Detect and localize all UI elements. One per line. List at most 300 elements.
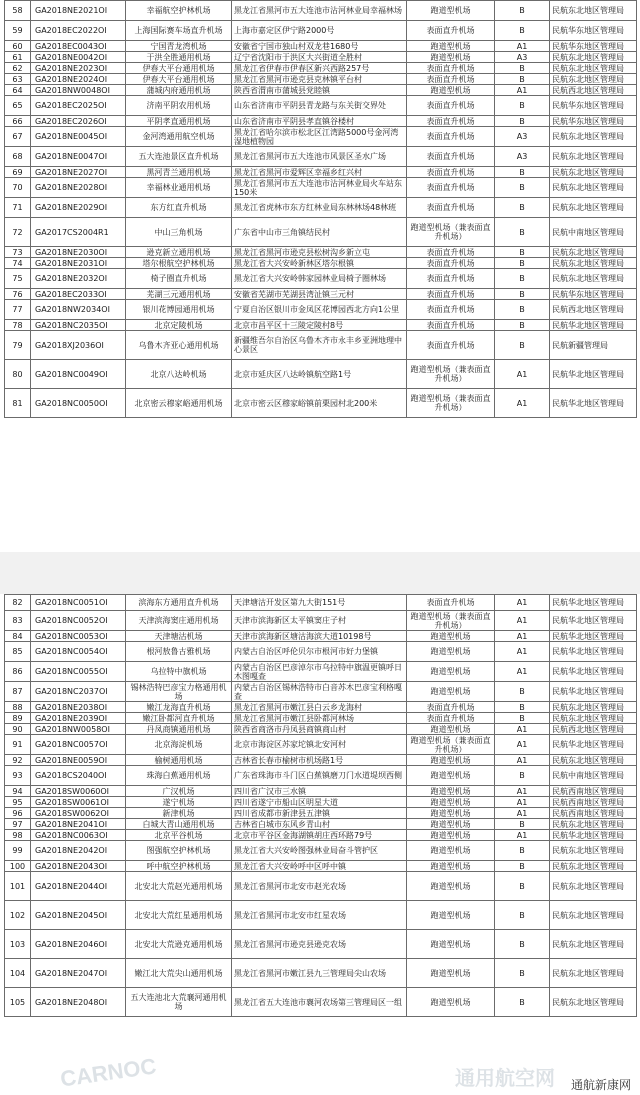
airport-address-cell: 广东省珠海市斗门区白蕉镇磨刀门水道堤坝西侧 xyxy=(232,766,407,786)
airport-address-cell: 黑龙江省伊春市伊春区新兴西路257号 xyxy=(232,63,407,74)
table-row xyxy=(5,755,637,766)
airport-class-cell: B xyxy=(495,702,550,713)
row-number-cell: 89 xyxy=(5,713,31,724)
airport-type-cell: 跑道型机场（兼表面直升机场） xyxy=(407,611,495,631)
table-row xyxy=(5,662,637,682)
airport-code-cell: GA2018NE2047OI xyxy=(31,959,126,988)
airport-class-cell: A1 xyxy=(495,85,550,96)
airport-type-cell: 跑道型机场（兼表面直升机场） xyxy=(407,218,495,247)
airport-address-cell: 上海市嘉定区伊宁路2000号 xyxy=(232,21,407,41)
airport-address-cell: 吉林省白城市东风乡青山村 xyxy=(232,819,407,830)
airport-name-cell: 北安北大荒逊克通用机场 xyxy=(126,930,232,959)
row-number-cell: 104 xyxy=(5,959,31,988)
admin-authority-cell: 民航华东地区管理局 xyxy=(550,289,637,300)
airport-type-cell: 跑道型机场（兼表面直升机场） xyxy=(407,389,495,418)
airport-address-cell: 四川省遂宁市船山区明星大道 xyxy=(232,797,407,808)
airport-name-cell: 根河敖鲁古雅机场 xyxy=(126,642,232,662)
airport-class-cell: B xyxy=(495,1,550,21)
admin-authority-cell: 民航东北地区管理局 xyxy=(550,959,637,988)
airport-code-cell: GA2018NE2021OI xyxy=(31,1,126,21)
admin-authority-cell: 民航华北地区管理局 xyxy=(550,389,637,418)
airport-name-cell: 逊克新立通用机场 xyxy=(126,247,232,258)
table-row xyxy=(5,735,637,755)
airport-type-cell: 跑道型机场 xyxy=(407,901,495,930)
row-number-cell: 82 xyxy=(5,595,31,611)
row-number-cell: 96 xyxy=(5,808,31,819)
airport-code-cell: GA2018SW0060OI xyxy=(31,786,126,797)
airport-name-cell: 丹凤商镇通用机场 xyxy=(126,724,232,735)
admin-authority-cell: 民航中南地区管理局 xyxy=(550,218,637,247)
airport-address-cell: 黑龙江省黑河市爱辉区幸福乡红兴村 xyxy=(232,167,407,178)
admin-authority-cell: 民航东北地区管理局 xyxy=(550,819,637,830)
airport-code-cell: GA2018EC2022OI xyxy=(31,21,126,41)
admin-authority-cell: 民航华北地区管理局 xyxy=(550,360,637,389)
airport-class-cell: A1 xyxy=(495,631,550,642)
admin-authority-cell: 民航东北地区管理局 xyxy=(550,872,637,901)
airport-code-cell: GA2018EC2033OI xyxy=(31,289,126,300)
airport-code-cell: GA2018EC2026OI xyxy=(31,116,126,127)
admin-authority-cell: 民航西北地区管理局 xyxy=(550,724,637,735)
airport-address-cell: 广东省中山市三角镇结民村 xyxy=(232,218,407,247)
admin-authority-cell: 民航东北地区管理局 xyxy=(550,247,637,258)
airport-code-cell: GA2018NE2031OI xyxy=(31,258,126,269)
airport-address-cell: 天津塘沽开发区第九大街151号 xyxy=(232,595,407,611)
admin-authority-cell: 民航东北地区管理局 xyxy=(550,269,637,289)
airport-type-cell: 表面直升机场 xyxy=(407,127,495,147)
airport-type-cell: 跑道型机场 xyxy=(407,52,495,63)
row-number-cell: 67 xyxy=(5,127,31,147)
airport-code-cell: GA2018NC0052OI xyxy=(31,611,126,631)
airport-class-cell: A1 xyxy=(495,41,550,52)
airport-code-cell: GA2018NE2029OI xyxy=(31,198,126,218)
airport-name-cell: 北京海淀机场 xyxy=(126,735,232,755)
airport-code-cell: GA2018NC0063OI xyxy=(31,830,126,841)
airport-name-cell: 乌拉特中旗机场 xyxy=(126,662,232,682)
admin-authority-cell: 民航华东地区管理局 xyxy=(550,41,637,52)
table-row xyxy=(5,269,637,289)
airport-type-cell: 表面直升机场 xyxy=(407,300,495,320)
row-number-cell: 95 xyxy=(5,797,31,808)
admin-authority-cell: 民航东北地区管理局 xyxy=(550,861,637,872)
airport-code-cell: GA2018NC0053OI xyxy=(31,631,126,642)
airport-code-cell: GA2018NE2042OI xyxy=(31,841,126,861)
airport-class-cell: B xyxy=(495,269,550,289)
airport-address-cell: 陕西省渭南市蒲城县党睦镇 xyxy=(232,85,407,96)
airport-address-cell: 黑龙江省大兴安岭图强林业局奋斗管护区 xyxy=(232,841,407,861)
table-row xyxy=(5,988,637,1017)
admin-authority-cell: 民航华北地区管理局 xyxy=(550,611,637,631)
admin-authority-cell: 民航华东地区管理局 xyxy=(550,21,637,41)
airport-type-cell: 跑道型机场（兼表面直升机场） xyxy=(407,360,495,389)
airport-address-cell: 黑龙江省黑河市五大连池市沾河林业局幸福林场 xyxy=(232,1,407,21)
row-number-cell: 66 xyxy=(5,116,31,127)
airport-name-cell: 幸福林业通用机场 xyxy=(126,178,232,198)
airport-address-cell: 陕西省商洛市丹凤县商镇商山村 xyxy=(232,724,407,735)
airport-class-cell: A1 xyxy=(495,735,550,755)
row-number-cell: 69 xyxy=(5,167,31,178)
row-number-cell: 99 xyxy=(5,841,31,861)
airport-address-cell: 黑龙江省黑河市嫩江县卧都河林场 xyxy=(232,713,407,724)
row-number-cell: 83 xyxy=(5,611,31,631)
airport-type-cell: 表面直升机场 xyxy=(407,63,495,74)
admin-authority-cell: 民航华北地区管理局 xyxy=(550,830,637,841)
airport-code-cell: GA2018NC0050OI xyxy=(31,389,126,418)
airport-code-cell: GA2018XJ2036OI xyxy=(31,331,126,360)
row-number-cell: 58 xyxy=(5,1,31,21)
table-row xyxy=(5,258,637,269)
row-number-cell: 87 xyxy=(5,682,31,702)
airport-address-cell: 天津市滨海新区塘沽海滨大道10198号 xyxy=(232,631,407,642)
row-number-cell: 97 xyxy=(5,819,31,830)
airport-type-cell: 跑道型机场 xyxy=(407,930,495,959)
airport-address-cell: 北京市延庆区八达岭镇航空路1号 xyxy=(232,360,407,389)
admin-authority-cell: 民航中南地区管理局 xyxy=(550,766,637,786)
airport-address-cell: 天津市滨海新区太平镇窦庄子村 xyxy=(232,611,407,631)
admin-authority-cell: 民航华东地区管理局 xyxy=(550,116,637,127)
airport-name-cell: 图强航空护林机场 xyxy=(126,841,232,861)
table-row xyxy=(5,389,637,418)
airport-code-cell: GA2018NW0048OI xyxy=(31,85,126,96)
table-row xyxy=(5,85,637,96)
airport-code-cell: GA2018NE2032OI xyxy=(31,269,126,289)
table-row xyxy=(5,1,637,21)
airport-code-cell: GA2018NE2045OI xyxy=(31,901,126,930)
table-row xyxy=(5,96,637,116)
airport-address-cell: 新疆维吾尔自治区乌鲁木齐市永丰乡亚洲地理中心景区 xyxy=(232,331,407,360)
airport-table-part-2 xyxy=(4,594,637,1017)
table-row xyxy=(5,360,637,389)
airport-name-cell: 五大连池北大荒襄河通用机场 xyxy=(126,988,232,1017)
airport-type-cell: 跑道型机场 xyxy=(407,808,495,819)
airport-name-cell: 中山三角机场 xyxy=(126,218,232,247)
admin-authority-cell: 民航西南地区管理局 xyxy=(550,786,637,797)
table-row xyxy=(5,724,637,735)
airport-code-cell: GA2018NE2039OI xyxy=(31,713,126,724)
airport-class-cell: B xyxy=(495,872,550,901)
airport-type-cell: 表面直升机场 xyxy=(407,289,495,300)
row-number-cell: 94 xyxy=(5,786,31,797)
airport-name-cell: 北京八达岭机场 xyxy=(126,360,232,389)
airport-class-cell: A1 xyxy=(495,360,550,389)
table-body-1 xyxy=(5,1,637,418)
airport-class-cell: B xyxy=(495,841,550,861)
airport-type-cell: 表面直升机场 xyxy=(407,269,495,289)
airport-type-cell: 跑道型机场 xyxy=(407,861,495,872)
admin-authority-cell: 民航东北地区管理局 xyxy=(550,1,637,21)
admin-authority-cell: 民航东北地区管理局 xyxy=(550,930,637,959)
airport-name-cell: 椅子圈直升机场 xyxy=(126,269,232,289)
table-row xyxy=(5,682,637,702)
airport-address-cell: 辽宁省沈阳市于洪区大兴街道全胜村 xyxy=(232,52,407,63)
watermark-carnoc: CARNOC xyxy=(58,1053,158,1092)
admin-authority-cell: 民航东北地区管理局 xyxy=(550,52,637,63)
airport-address-cell: 黑龙江省虎林市东方红林业局东林林场48林班 xyxy=(232,198,407,218)
airport-type-cell: 表面直升机场 xyxy=(407,21,495,41)
airport-name-cell: 于洪全胜通用机场 xyxy=(126,52,232,63)
airport-address-cell: 安徽省宁国市独山村双龙巷1680号 xyxy=(232,41,407,52)
airport-name-cell: 珠海白蕉通用机场 xyxy=(126,766,232,786)
airport-type-cell: 跑道型机场 xyxy=(407,819,495,830)
airport-address-cell: 宁夏自治区银川市金凤区花博园西北方向1公里 xyxy=(232,300,407,320)
airport-class-cell: A3 xyxy=(495,147,550,167)
airport-code-cell: GA2018NE0047OI xyxy=(31,147,126,167)
airport-type-cell: 跑道型机场 xyxy=(407,959,495,988)
table-row xyxy=(5,320,637,331)
admin-authority-cell: 民航华北地区管理局 xyxy=(550,682,637,702)
airport-type-cell: 跑道型机场 xyxy=(407,662,495,682)
airport-class-cell: B xyxy=(495,218,550,247)
airport-code-cell: GA2018EC0043OI xyxy=(31,41,126,52)
row-number-cell: 60 xyxy=(5,41,31,52)
table-row xyxy=(5,611,637,631)
admin-authority-cell: 民航西北地区管理局 xyxy=(550,85,637,96)
airport-type-cell: 跑道型机场 xyxy=(407,724,495,735)
admin-authority-cell: 民航华北地区管理局 xyxy=(550,662,637,682)
airport-name-cell: 锡林浩特巴彦宝力格通用机场 xyxy=(126,682,232,702)
airport-name-cell: 北京平谷机场 xyxy=(126,830,232,841)
airport-type-cell: 跑道型机场（兼表面直升机场） xyxy=(407,735,495,755)
row-number-cell: 76 xyxy=(5,289,31,300)
airport-class-cell: A1 xyxy=(495,786,550,797)
airport-class-cell: B xyxy=(495,959,550,988)
airport-type-cell: 表面直升机场 xyxy=(407,167,495,178)
page-gap xyxy=(0,552,640,594)
table-row xyxy=(5,247,637,258)
admin-authority-cell: 民航东北地区管理局 xyxy=(550,147,637,167)
airport-code-cell: GA2018NE2043OI xyxy=(31,861,126,872)
airport-table-part-1 xyxy=(4,0,637,418)
airport-class-cell: B xyxy=(495,988,550,1017)
admin-authority-cell: 民航东北地区管理局 xyxy=(550,258,637,269)
table-row xyxy=(5,63,637,74)
airport-name-cell: 蒲城内府通用机场 xyxy=(126,85,232,96)
airport-class-cell: A1 xyxy=(495,611,550,631)
airport-class-cell: B xyxy=(495,300,550,320)
table-row xyxy=(5,930,637,959)
airport-type-cell: 表面直升机场 xyxy=(407,713,495,724)
table-row xyxy=(5,41,637,52)
airport-class-cell: B xyxy=(495,861,550,872)
admin-authority-cell: 民航新疆管理局 xyxy=(550,331,637,360)
table-row xyxy=(5,861,637,872)
airport-name-cell: 平阴孝直通用机场 xyxy=(126,116,232,127)
airport-class-cell: A1 xyxy=(495,797,550,808)
airport-code-cell: GA2018NC2037OI xyxy=(31,682,126,702)
airport-code-cell: GA2018NE0042OI xyxy=(31,52,126,63)
airport-code-cell: GA2018NE2030OI xyxy=(31,247,126,258)
airport-name-cell: 伊春大平台通用机场 xyxy=(126,74,232,85)
row-number-cell: 90 xyxy=(5,724,31,735)
airport-address-cell: 北京市平谷区金海湖镇胡庄西环路79号 xyxy=(232,830,407,841)
airport-type-cell: 表面直升机场 xyxy=(407,116,495,127)
airport-class-cell: A1 xyxy=(495,389,550,418)
airport-code-cell: GA2018NC0055OI xyxy=(31,662,126,682)
airport-address-cell: 黑龙江省大兴安岭呼中区呼中镇 xyxy=(232,861,407,872)
table-row xyxy=(5,595,637,611)
airport-code-cell: GA2017CS2004R1 xyxy=(31,218,126,247)
airport-name-cell: 滨海东方通用直升机场 xyxy=(126,595,232,611)
airport-name-cell: 乌鲁木齐亚心通用机场 xyxy=(126,331,232,360)
airport-class-cell: B xyxy=(495,930,550,959)
airport-address-cell: 北京市密云区穆家峪镇前栗园村北200米 xyxy=(232,389,407,418)
airport-class-cell: B xyxy=(495,96,550,116)
airport-address-cell: 内蒙古自治区锡林浩特市白音苏木巴彦宝利格嘎查 xyxy=(232,682,407,702)
airport-name-cell: 新津机场 xyxy=(126,808,232,819)
airport-class-cell: A1 xyxy=(495,830,550,841)
table-row xyxy=(5,702,637,713)
row-number-cell: 93 xyxy=(5,766,31,786)
airport-code-cell: GA2018NE2027OI xyxy=(31,167,126,178)
airport-code-cell: GA2018NC0051OI xyxy=(31,595,126,611)
airport-name-cell: 嫩江北大荒尖山通用机场 xyxy=(126,959,232,988)
row-number-cell: 71 xyxy=(5,198,31,218)
airport-type-cell: 跑道型机场 xyxy=(407,830,495,841)
table-row xyxy=(5,74,637,85)
airport-type-cell: 表面直升机场 xyxy=(407,258,495,269)
airport-type-cell: 表面直升机场 xyxy=(407,178,495,198)
airport-code-cell: GA2018NE2041OI xyxy=(31,819,126,830)
admin-authority-cell: 民航东北地区管理局 xyxy=(550,63,637,74)
airport-class-cell: A1 xyxy=(495,662,550,682)
admin-authority-cell: 民航华北地区管理局 xyxy=(550,595,637,611)
table-row xyxy=(5,808,637,819)
row-number-cell: 74 xyxy=(5,258,31,269)
admin-authority-cell: 民航东北地区管理局 xyxy=(550,702,637,713)
airport-class-cell: B xyxy=(495,247,550,258)
table-row xyxy=(5,959,637,988)
admin-authority-cell: 民航华北地区管理局 xyxy=(550,631,637,642)
airport-class-cell: A1 xyxy=(495,808,550,819)
airport-type-cell: 跑道型机场 xyxy=(407,755,495,766)
airport-class-cell: B xyxy=(495,258,550,269)
airport-type-cell: 跑道型机场 xyxy=(407,872,495,901)
airport-name-cell: 嫩江龙海直升机场 xyxy=(126,702,232,713)
airport-address-cell: 黑龙江省五大连池市襄河农场第三管理局区一组 xyxy=(232,988,407,1017)
airport-code-cell: GA2018SW0062OI xyxy=(31,808,126,819)
row-number-cell: 88 xyxy=(5,702,31,713)
admin-authority-cell: 民航东北地区管理局 xyxy=(550,127,637,147)
airport-address-cell: 黑龙江省黑河市北安市赵光农场 xyxy=(232,872,407,901)
airport-name-cell: 北安北大荒赵光通用机场 xyxy=(126,872,232,901)
airport-code-cell: GA2018NE0059OI xyxy=(31,755,126,766)
row-number-cell: 103 xyxy=(5,930,31,959)
airport-class-cell: B xyxy=(495,289,550,300)
airport-code-cell: GA2018NW2034OI xyxy=(31,300,126,320)
admin-authority-cell: 民航东北地区管理局 xyxy=(550,178,637,198)
airport-code-cell: GA2018NC2035OI xyxy=(31,320,126,331)
airport-address-cell: 黑龙江省黑河市逊克县逊克农场 xyxy=(232,930,407,959)
airport-type-cell: 表面直升机场 xyxy=(407,147,495,167)
airport-name-cell: 黑河青兰通用机场 xyxy=(126,167,232,178)
airport-code-cell: GA2018NE2028OI xyxy=(31,178,126,198)
airport-class-cell: B xyxy=(495,901,550,930)
airport-class-cell: B xyxy=(495,21,550,41)
row-number-cell: 102 xyxy=(5,901,31,930)
admin-authority-cell: 民航华北地区管理局 xyxy=(550,320,637,331)
airport-type-cell: 跑道型机场 xyxy=(407,85,495,96)
airport-type-cell: 跑道型机场 xyxy=(407,682,495,702)
table-row xyxy=(5,872,637,901)
watermark-site: 通用航空网 xyxy=(455,1068,555,1090)
airport-type-cell: 表面直升机场 xyxy=(407,702,495,713)
airport-code-cell: GA2018CS2040OI xyxy=(31,766,126,786)
airport-code-cell: GA2018NE2023OI xyxy=(31,63,126,74)
airport-address-cell: 黑龙江省黑河市嫩江县白云乡龙海村 xyxy=(232,702,407,713)
admin-authority-cell: 民航西北地区管理局 xyxy=(550,300,637,320)
table-row xyxy=(5,218,637,247)
row-number-cell: 100 xyxy=(5,861,31,872)
page-one xyxy=(0,0,640,418)
airport-class-cell: B xyxy=(495,682,550,702)
airport-address-cell: 北京市海淀区苏家坨镇北安河村 xyxy=(232,735,407,755)
airport-class-cell: A3 xyxy=(495,127,550,147)
row-number-cell: 86 xyxy=(5,662,31,682)
table-row xyxy=(5,331,637,360)
airport-class-cell: B xyxy=(495,198,550,218)
row-number-cell: 68 xyxy=(5,147,31,167)
airport-type-cell: 跑道型机场 xyxy=(407,631,495,642)
airport-class-cell: B xyxy=(495,819,550,830)
table-row xyxy=(5,819,637,830)
airport-name-cell: 东方红直升机场 xyxy=(126,198,232,218)
table-row xyxy=(5,797,637,808)
table-row xyxy=(5,642,637,662)
airport-address-cell: 四川省广汉市三水镇 xyxy=(232,786,407,797)
airport-class-cell: B xyxy=(495,116,550,127)
admin-authority-cell: 民航东北地区管理局 xyxy=(550,198,637,218)
airport-code-cell: GA2018SW0061OI xyxy=(31,797,126,808)
airport-type-cell: 跑道型机场 xyxy=(407,797,495,808)
airport-type-cell: 跑道型机场 xyxy=(407,41,495,52)
page-two xyxy=(0,594,640,1017)
airport-name-cell: 嫩江卧都河直升机场 xyxy=(126,713,232,724)
admin-authority-cell: 民航东北地区管理局 xyxy=(550,901,637,930)
airport-class-cell: B xyxy=(495,178,550,198)
row-number-cell: 105 xyxy=(5,988,31,1017)
airport-address-cell: 黑龙江省大兴安岭韩家园林业局椅子圈林场 xyxy=(232,269,407,289)
airport-code-cell: GA2018NC0049OI xyxy=(31,360,126,389)
table-row xyxy=(5,841,637,861)
row-number-cell: 78 xyxy=(5,320,31,331)
airport-name-cell: 榆树通用机场 xyxy=(126,755,232,766)
row-number-cell: 84 xyxy=(5,631,31,642)
airport-address-cell: 山东省济南市平阴县孝直镇谷楼村 xyxy=(232,116,407,127)
table-row xyxy=(5,786,637,797)
row-number-cell: 77 xyxy=(5,300,31,320)
table-row xyxy=(5,766,637,786)
airport-type-cell: 跑道型机场 xyxy=(407,1,495,21)
airport-type-cell: 跑道型机场 xyxy=(407,766,495,786)
row-number-cell: 81 xyxy=(5,389,31,418)
airport-type-cell: 表面直升机场 xyxy=(407,595,495,611)
airport-code-cell: GA2018NC0054OI xyxy=(31,642,126,662)
airport-class-cell: A1 xyxy=(495,595,550,611)
airport-code-cell: GA2018EC2025OI xyxy=(31,96,126,116)
airport-address-cell: 黑龙江省黑河市逊克县松树沟乡新立屯 xyxy=(232,247,407,258)
airport-name-cell: 天津塘沽机场 xyxy=(126,631,232,642)
airport-address-cell: 内蒙古自治区巴彦淖尔市乌拉特中旗温更镇呼日木图嘎查 xyxy=(232,662,407,682)
table-row xyxy=(5,116,637,127)
airport-name-cell: 宁国青龙湾机场 xyxy=(126,41,232,52)
row-number-cell: 85 xyxy=(5,642,31,662)
airport-class-cell: B xyxy=(495,766,550,786)
admin-authority-cell: 民航西南地区管理局 xyxy=(550,808,637,819)
airport-name-cell: 北京定陵机场 xyxy=(126,320,232,331)
airport-address-cell: 黑龙江省黑河市五大连池市风景区圣水广场 xyxy=(232,147,407,167)
row-number-cell: 80 xyxy=(5,360,31,389)
table-row xyxy=(5,631,637,642)
table-row xyxy=(5,127,637,147)
